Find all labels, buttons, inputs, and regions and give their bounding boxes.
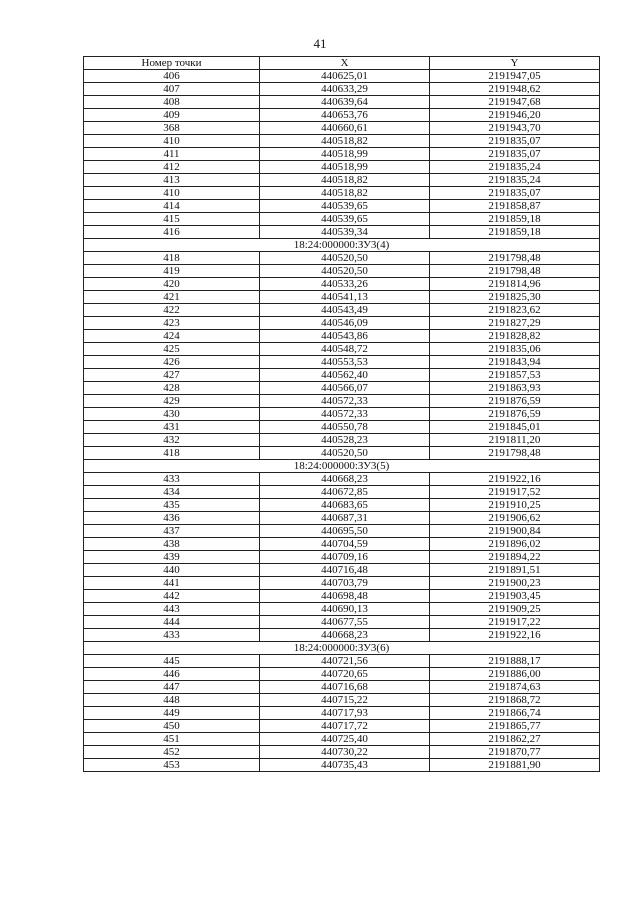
point-number-cell: 415	[84, 213, 260, 226]
table-header	[84, 57, 600, 70]
y-coordinate-cell: 2191909,25	[430, 603, 600, 616]
x-coordinate-cell: 440717,93	[260, 707, 430, 720]
section-header-row	[84, 460, 600, 473]
table-row	[84, 655, 600, 668]
x-coordinate-cell: 440518,99	[260, 148, 430, 161]
section-header-row	[84, 239, 600, 252]
table-row	[84, 538, 600, 551]
section-title: 18:24:000000:ЗУ3(4)	[84, 239, 600, 252]
y-coordinate-cell: 2191798,48	[430, 252, 600, 265]
point-number-cell: 435	[84, 499, 260, 512]
y-coordinate-cell: 2191843,94	[430, 356, 600, 369]
table-row	[84, 564, 600, 577]
x-coordinate-cell: 440543,86	[260, 330, 430, 343]
table-row	[84, 551, 600, 564]
y-coordinate-cell: 2191811,20	[430, 434, 600, 447]
table-row	[84, 278, 600, 291]
table-row	[84, 720, 600, 733]
x-coordinate-cell: 440553,53	[260, 356, 430, 369]
point-number-cell: 421	[84, 291, 260, 304]
y-coordinate-cell: 2191814,96	[430, 278, 600, 291]
x-coordinate-cell: 440528,23	[260, 434, 430, 447]
x-coordinate-cell: 440539,34	[260, 226, 430, 239]
point-number-cell: 452	[84, 746, 260, 759]
y-coordinate-cell: 2191870,77	[430, 746, 600, 759]
x-coordinate-cell: 440698,48	[260, 590, 430, 603]
x-coordinate-cell: 440730,22	[260, 746, 430, 759]
point-number-cell: 410	[84, 187, 260, 200]
point-number-cell: 434	[84, 486, 260, 499]
table-row	[84, 486, 600, 499]
point-number-cell: 436	[84, 512, 260, 525]
table-row	[84, 603, 600, 616]
y-coordinate-cell: 2191886,00	[430, 668, 600, 681]
table-row	[84, 356, 600, 369]
point-number-cell: 406	[84, 70, 260, 83]
x-coordinate-cell: 440518,99	[260, 161, 430, 174]
point-number-cell: 444	[84, 616, 260, 629]
x-coordinate-cell: 440735,43	[260, 759, 430, 772]
point-number-cell: 427	[84, 369, 260, 382]
point-number-cell: 442	[84, 590, 260, 603]
table-row	[84, 473, 600, 486]
x-coordinate-cell: 440533,26	[260, 278, 430, 291]
point-number-cell: 447	[84, 681, 260, 694]
table-row	[84, 343, 600, 356]
table-row	[84, 265, 600, 278]
y-coordinate-cell: 2191835,07	[430, 148, 600, 161]
section-title: 18:24:000000:ЗУ3(5)	[84, 460, 600, 473]
point-number-cell: 418	[84, 447, 260, 460]
point-number-cell: 422	[84, 304, 260, 317]
x-coordinate-cell: 440539,65	[260, 200, 430, 213]
y-coordinate-cell: 2191943,70	[430, 122, 600, 135]
x-coordinate-cell: 440704,59	[260, 538, 430, 551]
x-coordinate-cell: 440546,09	[260, 317, 430, 330]
y-coordinate-cell: 2191835,06	[430, 343, 600, 356]
y-coordinate-cell: 2191881,90	[430, 759, 600, 772]
point-number-cell: 419	[84, 265, 260, 278]
point-number-cell: 441	[84, 577, 260, 590]
table-row	[84, 525, 600, 538]
y-coordinate-cell: 2191888,17	[430, 655, 600, 668]
x-coordinate-cell: 440720,65	[260, 668, 430, 681]
x-coordinate-cell: 440725,40	[260, 733, 430, 746]
table-row	[84, 369, 600, 382]
x-coordinate-cell: 440687,31	[260, 512, 430, 525]
point-number-cell: 409	[84, 109, 260, 122]
point-number-cell: 438	[84, 538, 260, 551]
table-row	[84, 135, 600, 148]
page-number: 41	[313, 36, 327, 51]
point-number-cell: 420	[84, 278, 260, 291]
x-coordinate-cell: 440660,61	[260, 122, 430, 135]
y-coordinate-cell: 2191857,53	[430, 369, 600, 382]
table-row	[84, 499, 600, 512]
x-coordinate-cell: 440541,13	[260, 291, 430, 304]
table-row	[84, 759, 600, 772]
y-coordinate-cell: 2191845,01	[430, 421, 600, 434]
table-row	[84, 746, 600, 759]
table-row	[84, 512, 600, 525]
x-coordinate-cell: 440683,65	[260, 499, 430, 512]
y-coordinate-cell: 2191835,24	[430, 161, 600, 174]
header-point-number: Номер точки	[84, 57, 260, 70]
point-number-cell: 450	[84, 720, 260, 733]
y-coordinate-cell: 2191876,59	[430, 408, 600, 421]
table-row	[84, 590, 600, 603]
y-coordinate-cell: 2191798,48	[430, 447, 600, 460]
table-row	[84, 291, 600, 304]
table-row	[84, 395, 600, 408]
coordinates-table	[83, 56, 600, 772]
table-row	[84, 668, 600, 681]
x-coordinate-cell: 440668,23	[260, 629, 430, 642]
y-coordinate-cell: 2191910,25	[430, 499, 600, 512]
table-row	[84, 421, 600, 434]
y-coordinate-cell: 2191858,87	[430, 200, 600, 213]
table-row	[84, 252, 600, 265]
y-coordinate-cell: 2191798,48	[430, 265, 600, 278]
y-coordinate-cell: 2191948,62	[430, 83, 600, 96]
point-number-cell: 445	[84, 655, 260, 668]
table-row	[84, 681, 600, 694]
x-coordinate-cell: 440639,64	[260, 96, 430, 109]
table-row	[84, 213, 600, 226]
x-coordinate-cell: 440562,40	[260, 369, 430, 382]
point-number-cell: 425	[84, 343, 260, 356]
table-row	[84, 733, 600, 746]
y-coordinate-cell: 2191859,18	[430, 226, 600, 239]
x-coordinate-cell: 440520,50	[260, 265, 430, 278]
y-coordinate-cell: 2191874,63	[430, 681, 600, 694]
x-coordinate-cell: 440717,72	[260, 720, 430, 733]
y-coordinate-cell: 2191896,02	[430, 538, 600, 551]
table-row	[84, 629, 600, 642]
point-number-cell: 423	[84, 317, 260, 330]
x-coordinate-cell: 440518,82	[260, 135, 430, 148]
table-row	[84, 408, 600, 421]
x-coordinate-cell: 440633,29	[260, 83, 430, 96]
x-coordinate-cell: 440625,01	[260, 70, 430, 83]
point-number-cell: 446	[84, 668, 260, 681]
table-row	[84, 382, 600, 395]
y-coordinate-cell: 2191865,77	[430, 720, 600, 733]
point-number-cell: 451	[84, 733, 260, 746]
table-body	[84, 70, 600, 772]
y-coordinate-cell: 2191868,72	[430, 694, 600, 707]
point-number-cell: 407	[84, 83, 260, 96]
y-coordinate-cell: 2191917,52	[430, 486, 600, 499]
x-coordinate-cell: 440520,50	[260, 252, 430, 265]
point-number-cell: 432	[84, 434, 260, 447]
section-title: 18:24:000000:ЗУ3(6)	[84, 642, 600, 655]
table-row	[84, 174, 600, 187]
table-row	[84, 187, 600, 200]
x-coordinate-cell: 440703,79	[260, 577, 430, 590]
table-row	[84, 616, 600, 629]
x-coordinate-cell: 440572,33	[260, 395, 430, 408]
point-number-cell: 453	[84, 759, 260, 772]
y-coordinate-cell: 2191828,82	[430, 330, 600, 343]
point-number-cell: 428	[84, 382, 260, 395]
point-number-cell: 430	[84, 408, 260, 421]
table-row	[84, 447, 600, 460]
table-row	[84, 122, 600, 135]
y-coordinate-cell: 2191947,05	[430, 70, 600, 83]
point-number-cell: 443	[84, 603, 260, 616]
table-row	[84, 200, 600, 213]
section-header-row	[84, 642, 600, 655]
x-coordinate-cell: 440672,85	[260, 486, 430, 499]
y-coordinate-cell: 2191827,29	[430, 317, 600, 330]
table-row	[84, 330, 600, 343]
table-row	[84, 304, 600, 317]
point-number-cell: 410	[84, 135, 260, 148]
x-coordinate-cell: 440709,16	[260, 551, 430, 564]
y-coordinate-cell: 2191835,07	[430, 135, 600, 148]
table-row	[84, 317, 600, 330]
table-row	[84, 434, 600, 447]
y-coordinate-cell: 2191823,62	[430, 304, 600, 317]
x-coordinate-cell: 440550,78	[260, 421, 430, 434]
y-coordinate-cell: 2191894,22	[430, 551, 600, 564]
point-number-cell: 433	[84, 473, 260, 486]
table-row	[84, 694, 600, 707]
y-coordinate-cell: 2191917,22	[430, 616, 600, 629]
x-coordinate-cell: 440721,56	[260, 655, 430, 668]
y-coordinate-cell: 2191835,24	[430, 174, 600, 187]
y-coordinate-cell: 2191946,20	[430, 109, 600, 122]
y-coordinate-cell: 2191922,16	[430, 473, 600, 486]
point-number-cell: 411	[84, 148, 260, 161]
x-coordinate-cell: 440518,82	[260, 174, 430, 187]
point-number-cell: 408	[84, 96, 260, 109]
x-coordinate-cell: 440520,50	[260, 447, 430, 460]
x-coordinate-cell: 440677,55	[260, 616, 430, 629]
point-number-cell: 416	[84, 226, 260, 239]
table-row	[84, 707, 600, 720]
x-coordinate-cell: 440518,82	[260, 187, 430, 200]
point-number-cell: 424	[84, 330, 260, 343]
table-row	[84, 226, 600, 239]
table-row	[84, 148, 600, 161]
point-number-cell: 418	[84, 252, 260, 265]
x-coordinate-cell: 440572,33	[260, 408, 430, 421]
y-coordinate-cell: 2191891,51	[430, 564, 600, 577]
x-coordinate-cell: 440566,07	[260, 382, 430, 395]
table-row	[84, 161, 600, 174]
point-number-cell: 413	[84, 174, 260, 187]
y-coordinate-cell: 2191900,84	[430, 525, 600, 538]
y-coordinate-cell: 2191825,30	[430, 291, 600, 304]
x-coordinate-cell: 440716,68	[260, 681, 430, 694]
table-row	[84, 83, 600, 96]
table-row	[84, 577, 600, 590]
x-coordinate-cell: 440690,13	[260, 603, 430, 616]
y-coordinate-cell: 2191876,59	[430, 395, 600, 408]
y-coordinate-cell: 2191922,16	[430, 629, 600, 642]
point-number-cell: 368	[84, 122, 260, 135]
table-row	[84, 70, 600, 83]
y-coordinate-cell: 2191900,23	[430, 577, 600, 590]
point-number-cell: 449	[84, 707, 260, 720]
x-coordinate-cell: 440539,65	[260, 213, 430, 226]
y-coordinate-cell: 2191903,45	[430, 590, 600, 603]
header-x: X	[260, 57, 430, 70]
y-coordinate-cell: 2191866,74	[430, 707, 600, 720]
point-number-cell: 439	[84, 551, 260, 564]
header-row	[84, 57, 600, 70]
table-row	[84, 109, 600, 122]
y-coordinate-cell: 2191859,18	[430, 213, 600, 226]
x-coordinate-cell: 440548,72	[260, 343, 430, 356]
y-coordinate-cell: 2191947,68	[430, 96, 600, 109]
x-coordinate-cell: 440715,22	[260, 694, 430, 707]
point-number-cell: 433	[84, 629, 260, 642]
y-coordinate-cell: 2191906,62	[430, 512, 600, 525]
x-coordinate-cell: 440543,49	[260, 304, 430, 317]
x-coordinate-cell: 440668,23	[260, 473, 430, 486]
y-coordinate-cell: 2191862,27	[430, 733, 600, 746]
point-number-cell: 412	[84, 161, 260, 174]
point-number-cell: 429	[84, 395, 260, 408]
point-number-cell: 414	[84, 200, 260, 213]
x-coordinate-cell: 440695,50	[260, 525, 430, 538]
point-number-cell: 426	[84, 356, 260, 369]
point-number-cell: 448	[84, 694, 260, 707]
y-coordinate-cell: 2191835,07	[430, 187, 600, 200]
y-coordinate-cell: 2191863,93	[430, 382, 600, 395]
header-y: Y	[430, 57, 600, 70]
table-row	[84, 96, 600, 109]
point-number-cell: 440	[84, 564, 260, 577]
point-number-cell: 437	[84, 525, 260, 538]
x-coordinate-cell: 440716,48	[260, 564, 430, 577]
x-coordinate-cell: 440653,76	[260, 109, 430, 122]
point-number-cell: 431	[84, 421, 260, 434]
